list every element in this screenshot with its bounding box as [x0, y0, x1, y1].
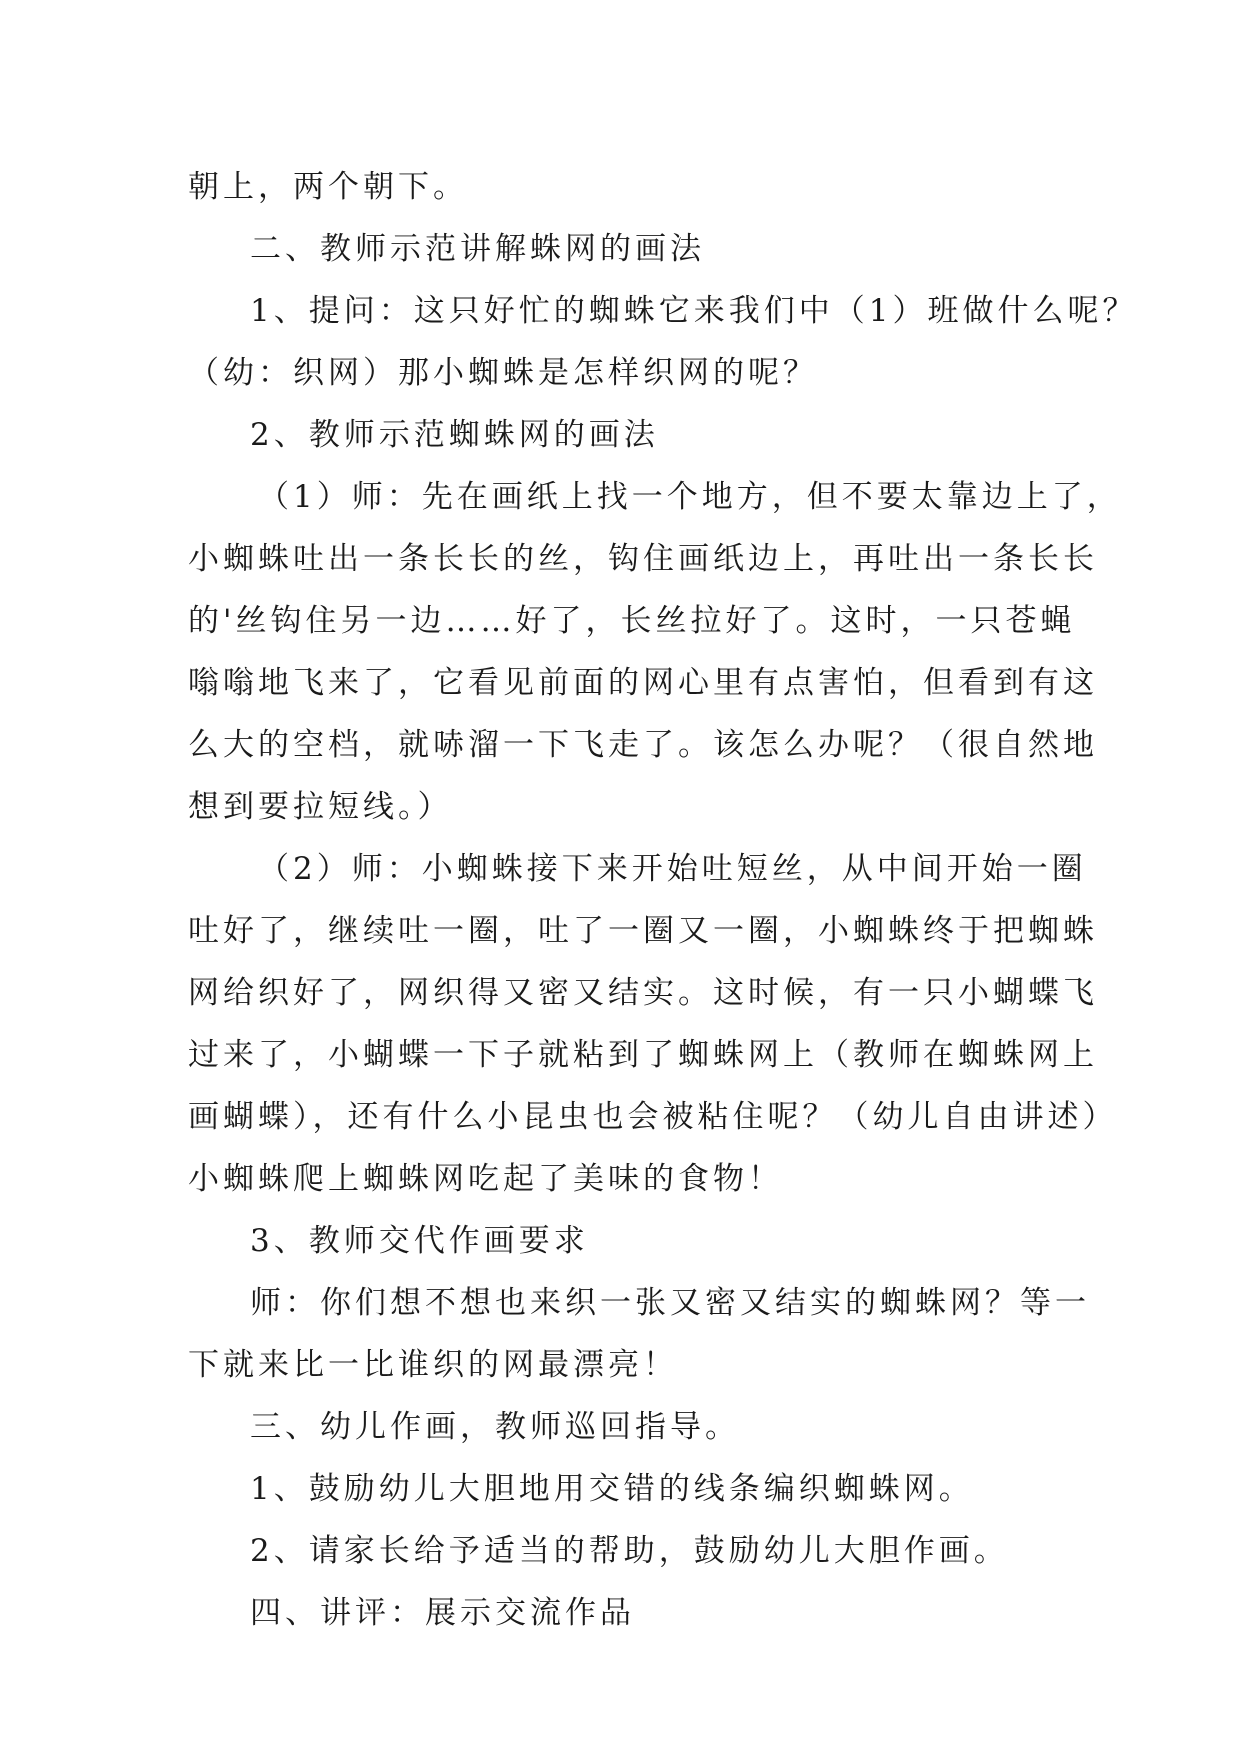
- text-line: 3、教师交代作画要求: [250, 1223, 589, 1259]
- text-line: 过来了，小蝴蝶一下子就粘到了蜘蛛网上（教师在蜘蛛网上: [188, 1037, 1098, 1073]
- text-line: （2）师：小蜘蛛接下来开始吐短丝，从中间开始一圈: [258, 851, 1087, 887]
- text-line: 师：你们想不想也来织一张又密又结实的蜘蛛网？等一: [250, 1285, 1090, 1321]
- text-line: 么大的空档，就哧溜一下飞走了。该怎么办呢？（很自然地: [188, 727, 1098, 763]
- text-line: （幼：织网）那小蜘蛛是怎样织网的呢？: [188, 355, 818, 391]
- text-line: 吐好了，继续吐一圈，吐了一圈又一圈，小蜘蛛终于把蜘蛛: [188, 913, 1098, 949]
- text-line: 1、提问：这只好忙的蜘蛛它来我们中（1）班做什么呢？: [250, 293, 1138, 329]
- text-line: 想到要拉短线。）: [188, 789, 453, 825]
- text-line: 2、教师示范蜘蛛网的画法: [250, 417, 659, 453]
- text-line: 小蜘蛛吐出一条长长的丝，钩住画纸边上，再吐出一条长长: [188, 541, 1098, 577]
- section-heading: 四、讲评：展示交流作品: [250, 1595, 635, 1631]
- text-line: 下就来比一比谁织的网最漂亮！: [188, 1347, 678, 1383]
- text-line: 2、请家长给予适当的帮助，鼓励幼儿大胆作画。: [250, 1533, 1009, 1569]
- text-line: 网给织好了，网织得又密又结实。这时候，有一只小蝴蝶飞: [188, 975, 1098, 1011]
- document-body: [188, 156, 1138, 1644]
- text-line: 小蜘蛛爬上蜘蛛网吃起了美味的食物！: [188, 1161, 783, 1197]
- section-heading: 二、教师示范讲解蛛网的画法: [250, 231, 705, 267]
- text-line: 的'丝钩住另一边……好了，长丝拉好了。这时，一只苍蝇: [188, 603, 1076, 639]
- text-line: 朝上，两个朝下。: [188, 169, 468, 205]
- text-line: 嗡嗡地飞来了，它看见前面的网心里有点害怕，但看到有这: [188, 665, 1098, 701]
- text-line: 1、鼓励幼儿大胆地用交错的线条编织蜘蛛网。: [250, 1471, 974, 1507]
- text-line: 画蝴蝶），还有什么小昆虫也会被粘住呢？（幼儿自由讲述）: [188, 1099, 1118, 1135]
- section-heading: 三、幼儿作画，教师巡回指导。: [250, 1409, 740, 1445]
- text-line: （1）师：先在画纸上找一个地方，但不要太靠边上了，: [258, 479, 1122, 515]
